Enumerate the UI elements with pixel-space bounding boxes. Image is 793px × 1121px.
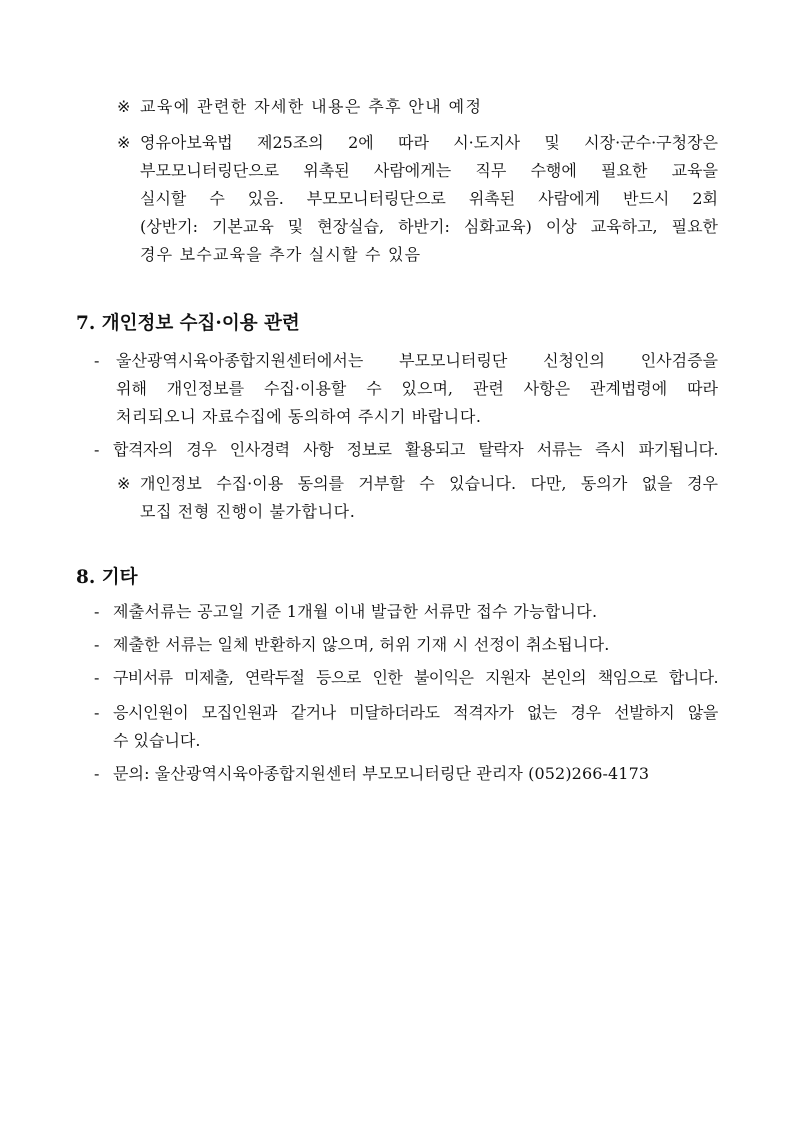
- note-mark: ※: [117, 474, 131, 493]
- privacy-note-line-2: 모집 전형 진행이 불가합니다.: [140, 502, 356, 521]
- privacy-item-1-line-2: 위해 개인정보를 수집·이용할 수 있으며, 관련 사항은 관계법령에 따라: [116, 379, 718, 398]
- misc-item-contact: 문의: 울산광역시육아종합지원센터 부모모니터링단 관리자 (052)266-4173: [113, 764, 650, 783]
- privacy-item-2: 합격자의 경우 인사경력 사항 정보로 활용되고 탈락자 서류는 즉시 파기됩니다.: [113, 440, 718, 459]
- misc-item-selection-line-1: 응시인원이 모집인원과 같거나 미달하더라도 적격자가 없는 경우 선발하지 않을: [113, 703, 718, 722]
- note-law-line-4: (상반기: 기본교육 및 현장실습, 하반기: 심화교육) 이상 교육하고, 필요한: [140, 217, 718, 236]
- note-law-line-3: 실시할 수 있음. 부모모니터링단으로 위촉된 사람에게 반드시 2회: [140, 189, 718, 208]
- privacy-item-1-line-3: 처리되오니 자료수집에 동의하여 주시기 바랍니다.: [116, 407, 482, 426]
- note-education-schedule: 교육에 관련한 자세한 내용은 추후 안내 예정: [140, 97, 483, 116]
- privacy-note-line-1: 개인정보 수집·이용 동의를 거부할 수 있습니다. 다만, 동의가 없을 경우: [140, 474, 718, 493]
- note-law-line-2: 부모모니터링단으로 위촉된 사람에게는 직무 수행에 필요한 교육을: [140, 161, 718, 180]
- dash-bullet: -: [94, 635, 100, 654]
- dash-bullet: -: [94, 764, 100, 783]
- dash-bullet: -: [94, 602, 100, 621]
- note-mark: ※: [117, 133, 131, 152]
- note-mark: ※: [117, 97, 131, 116]
- section-7-heading: 7. 개인정보 수집·이용 관련: [76, 313, 300, 334]
- dash-bullet: -: [94, 668, 100, 687]
- misc-item-responsibility: 구비서류 미제출, 연락두절 등으로 인한 불이익은 지원자 본인의 책임으로 합니다.: [113, 668, 718, 687]
- misc-item-no-return: 제출한 서류는 일체 반환하지 않으며, 허위 기재 시 선정이 취소됩니다.: [113, 635, 610, 654]
- misc-item-selection-line-2: 수 있습니다.: [113, 731, 201, 750]
- privacy-item-1-line-1: 울산광역시육아종합지원센터에서는 부모모니터링단 신청인의 인사검증을: [116, 351, 718, 370]
- note-law-line-5: 경우 보수교육을 추가 실시할 수 있음: [140, 245, 422, 264]
- note-law-line-1: 영유아보육법 제25조의 2에 따라 시·도지사 및 시장·군수·구청장은: [140, 133, 718, 152]
- dash-bullet: -: [94, 703, 100, 722]
- misc-item-documents-validity: 제출서류는 공고일 기준 1개월 이내 발급한 서류만 접수 가능합니다.: [113, 602, 598, 621]
- dash-bullet: -: [94, 351, 100, 370]
- dash-bullet: -: [94, 440, 100, 459]
- section-8-heading: 8. 기타: [76, 567, 138, 588]
